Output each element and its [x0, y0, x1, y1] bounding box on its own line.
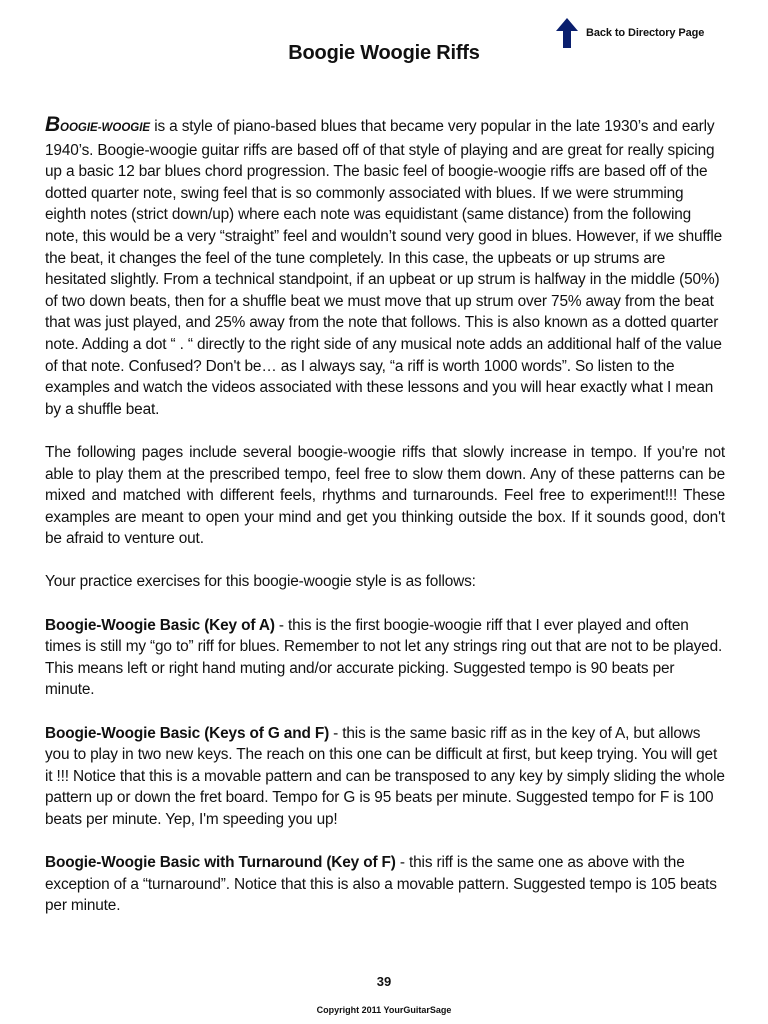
intro-text: is a style of piano-based blues that became very popular in the late 1930’s and early 1940’s. Boogie-woogie guitar riffs are based off of that style of playing and are great for really spicing up a basic 12 bar blues chord progression. The basic feel of boogie-woogie riffs are based off of the dotted quarter note, swing feel that is so commonly associated with blues. If we were strumming eighth notes (strict down/up) where each note was equidistant (same distance) from the following note, this would be a very “straight” feel and wouldn’t sound very good in blues. However, if we shuffle the beat, it changes the feel of the tune completely. In this case, the upbeats or up strums are hesitated slightly. From a technical standpoint, if an upbeat or up strum is halfway in the middle (50%) of two down beats, then for a shuffle beat we must move that up strum over 75% away from the beat that was just played, and 25% away from the note that follows. This is also known as a dotted quarter note. Adding a dot “ . “ directly to the right side of any musical note adds an additional half of the value of that note. Confused? Don't be… as I always say, “a riff is worth 1000 words”. So listen to the examples and watch the videos associated with these lessons and you will hear exactly what I mean by a shuffle beat.	[45, 118, 723, 418]
exercise-item	[45, 615, 725, 701]
intro-paragraph	[45, 114, 725, 420]
exercise-item	[45, 852, 725, 917]
exercise-title: Boogie-Woogie Basic (Keys of G and F)	[45, 724, 330, 742]
exercise-item	[45, 723, 725, 831]
exercise-title: Boogie-Woogie Basic (Key of A)	[45, 616, 275, 634]
exercise-description: - this riff is the same one as above with the exception of a “turnaround”. Notice that this is also a movable pattern. Suggested tempo is 105 beats per minute.	[45, 854, 717, 915]
page-number: 39	[376, 974, 392, 989]
tempo-paragraph: The following pages include several boogie-woogie riffs that slowly increase in tempo. If you're not able to play them at the prescribed tempo, feel free to slow them down. Any of these patterns can be mixed and matched with different feels, rhythms and turnarounds. Feel free to experiment!!! These examples are meant to open your mind and get you thinking outside the box. If it sounds good, don't be afraid to venture out.	[45, 443, 725, 548]
exercise-description: - this is the same basic riff as in the key of A, but allows you to play in two new keys. The reach on this one can be difficult at first, but keep trying. You will get it !!! Notice that this is a movable pattern and can be transposed to any key by simply sliding the whole pattern up or down the fret board. Tempo for G is 95 beats per minute. Suggested tempo for F is 100 beats per minute. Yep, I'm speeding you up!	[45, 724, 725, 828]
page-title: Boogie Woogie Riffs	[288, 42, 480, 64]
intro-drop-cap: B	[45, 113, 61, 136]
exercises-intro: Your practice exercises for this boogie-woogie style is as follows:	[45, 573, 476, 591]
exercise-description: - this is the first boogie-woogie riff that I ever played and often times is still my “go to” riff for blues. Remember to not let any strings ring out that are not to be played. This means left or right hand muting and/or accurate picking. Suggested tempo is 90 beats per minute.	[45, 616, 723, 699]
back-to-directory-label[interactable]: Back to Directory Page	[586, 27, 705, 39]
copyright-notice: Copyright 2011 YourGuitarSage	[316, 1005, 452, 1015]
document-body	[45, 114, 725, 939]
exercise-title: Boogie-Woogie Basic with Turnaround (Key of F)	[45, 854, 396, 872]
intro-small-caps: OOGIE-WOOGIE	[60, 122, 151, 134]
